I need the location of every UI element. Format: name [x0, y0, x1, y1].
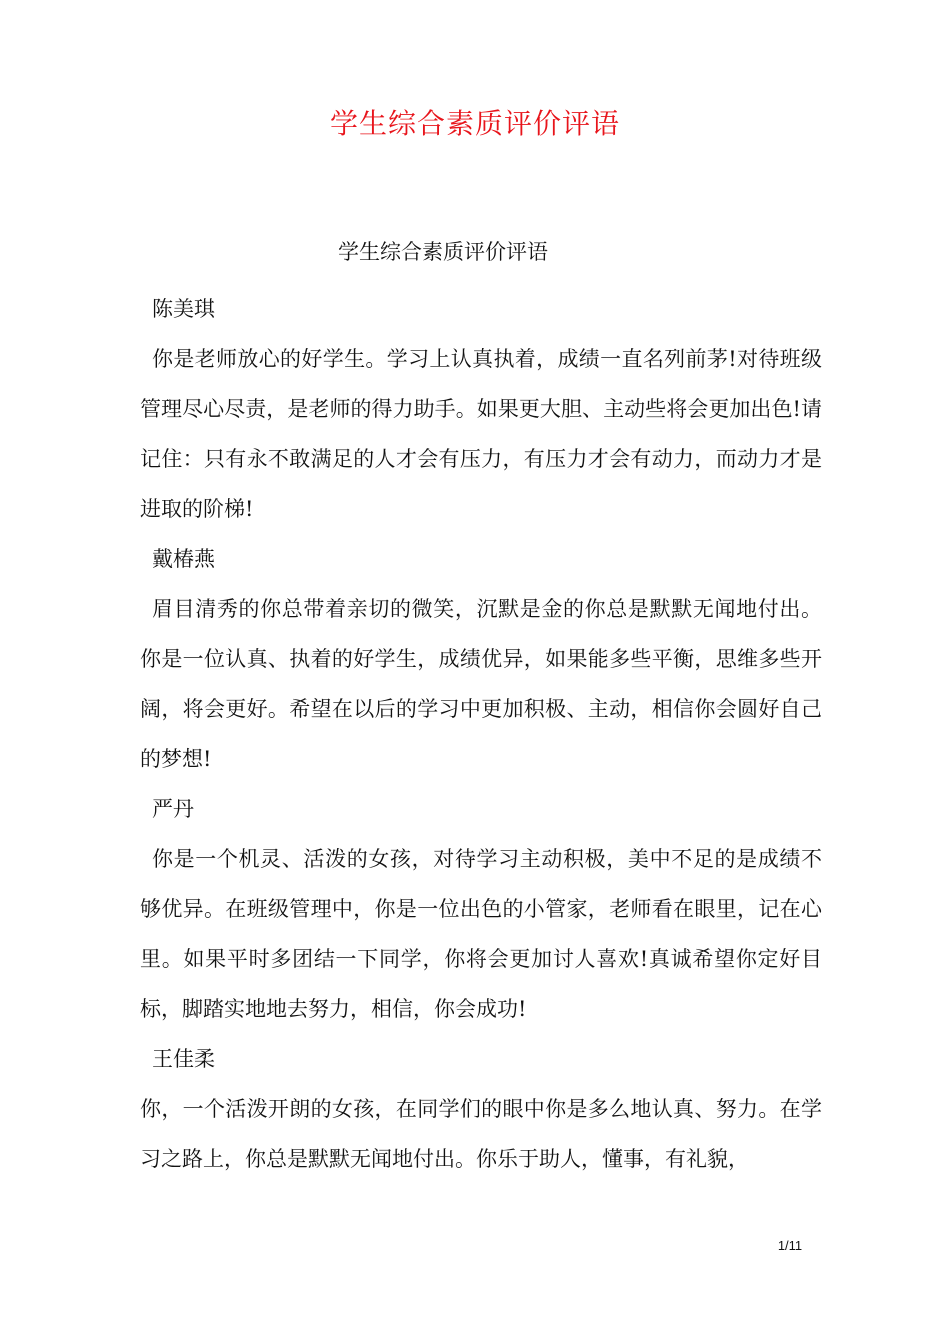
student-comment: 你，一个活泼开朗的女孩，在同学们的眼中你是多么地认真、努力。在学习之路上，你总是默默无闻地付出。你乐于助人，懂事，有礼貌，: [140, 1097, 822, 1171]
student-name: 戴椿燕: [152, 547, 215, 571]
student-name: 王佳柔: [152, 1047, 215, 1071]
document-body: [140, 284, 822, 1184]
student-comment: 眉目清秀的你总带着亲切的微笑，沉默是金的你总是默默无闻地付出。你是一位认真、执着的好学生，成绩优异，如果能多些平衡，思维多些开阔，将会更好。希望在以后的学习中更加积极、主动，相信你会圆好自己的梦想!: [140, 597, 822, 771]
student-comment: 你是老师放心的好学生。学习上认真执着，成绩一直名列前茅!对待班级管理尽心尽责，是老师的得力助手。如果更大胆、主动些将会更加出色!请记住：只有永不敢满足的人才会有压力，有压力才会有动力，而动力才是进取的阶梯!: [140, 347, 822, 521]
student-name: 陈美琪: [152, 297, 215, 321]
page-number: 1/11: [777, 1238, 803, 1253]
student-name: 严丹: [152, 797, 194, 821]
document-heading: 学生综合素质评价评语: [338, 240, 548, 264]
student-comment: 你是一个机灵、活泼的女孩，对待学习主动积极，美中不足的是成绩不够优异。在班级管理中，你是一位出色的小管家，老师看在眼里，记在心里。如果平时多团结一下同学，你将会更加讨人喜欢!真诚希望你定好目标，脚踏实地地去努力，相信，你会成功!: [140, 847, 822, 1021]
page-title: 学生综合素质评价评语: [329, 107, 620, 140]
